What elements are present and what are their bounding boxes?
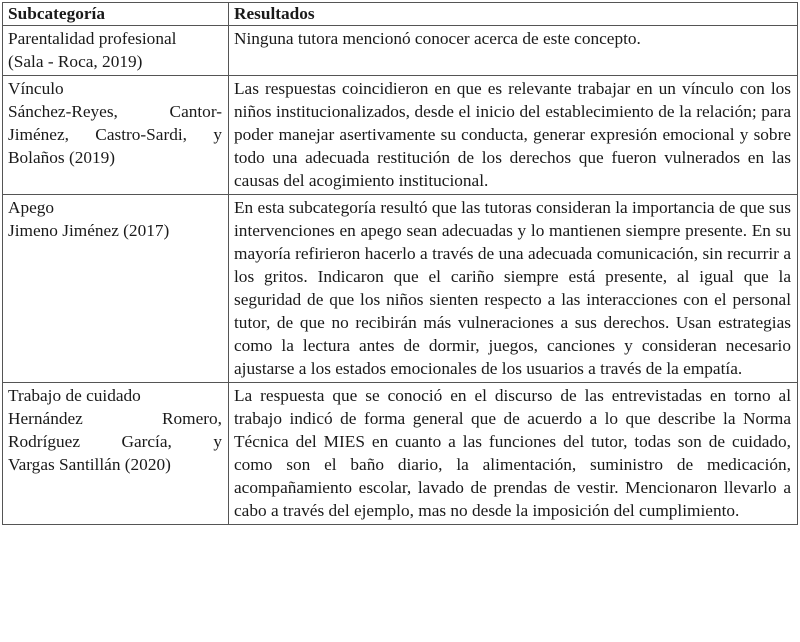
subcategory-cell [3,76,229,195]
subcategory-line: Vargas Santillán (2020) [8,455,171,474]
result-cell: Las respuestas coincidieron en que es relevante trabajar en un vínculo con los niños institucionalizados, desde el inicio del establecimiento de la relación; para poder manejar asertivamente su conducta, generar expresión emocional y sobre todo una adecuada restitución de los derechos que fueron vulnerados en las causas del acogimiento institucional. [229,76,798,195]
subcategory-line: Jiménez, Castro-Sardi, y [8,125,222,144]
subcategory-line: Apego [8,198,55,217]
subcategory-line: Vínculo [8,79,64,98]
result-cell: Ninguna tutora mencionó conocer acerca de este concepto. [229,26,798,76]
subcategory-cell [3,383,229,525]
subcategory-line: Jimeno Jiménez (2017) [8,221,170,240]
table-row [3,195,798,383]
table-header-row [3,3,798,26]
table-row [3,76,798,195]
subcategory-line: Rodríguez García, y [8,432,222,451]
table-row [3,383,798,525]
subcategory-line: (Sala - Roca, 2019) [8,52,143,71]
subcategory-cell [3,26,229,76]
subcategory-line: Parentalidad profesional [8,29,177,48]
subcategory-line: Bolaños (2019) [8,148,116,167]
subcategory-line: Trabajo de cuidado [8,386,141,405]
results-table [2,2,798,525]
subcategory-cell [3,195,229,383]
result-cell: En esta subcategoría resultó que las tutoras consideran la importancia de que sus intervenciones en apego sean adecuadas y lo mantienen siempre presente. En su mayoría refirieron hacerlo a través de una adecuada comunicación, sin recurrir a los gritos. Indicaron que el cariño siempre está presente, al igual que la seguridad de que los niños sienten respecto a las interacciones con el personal tutor, de que no recibirán más vulneraciones a sus derechos. Usan estrategias como la lectura antes de dormir, juegos, canciones y consideran necesario ajustarse a los estados emocionales de los usuarios a través de la empatía. [229,195,798,383]
header-resultados: Resultados [229,3,798,26]
table-row [3,26,798,76]
subcategory-line: Hernández Romero, [8,409,222,428]
header-subcategoria: Subcategoría [3,3,229,26]
result-cell: La respuesta que se conoció en el discurso de las entrevistadas en torno al trabajo indicó de forma general que de acuerdo a lo que describe la Norma Técnica del MIES en cuanto a las funciones del tutor, todas son de cuidado, como son el baño diario, la alimentación, suministro de medicación, acompañamiento escolar, lavado de prendas de vestir. Mencionaron llevarlo a cabo a través del ejemplo, mas no desde la imposición del cumplimiento. [229,383,798,525]
subcategory-line: Sánchez-Reyes, Cantor- [8,102,222,121]
